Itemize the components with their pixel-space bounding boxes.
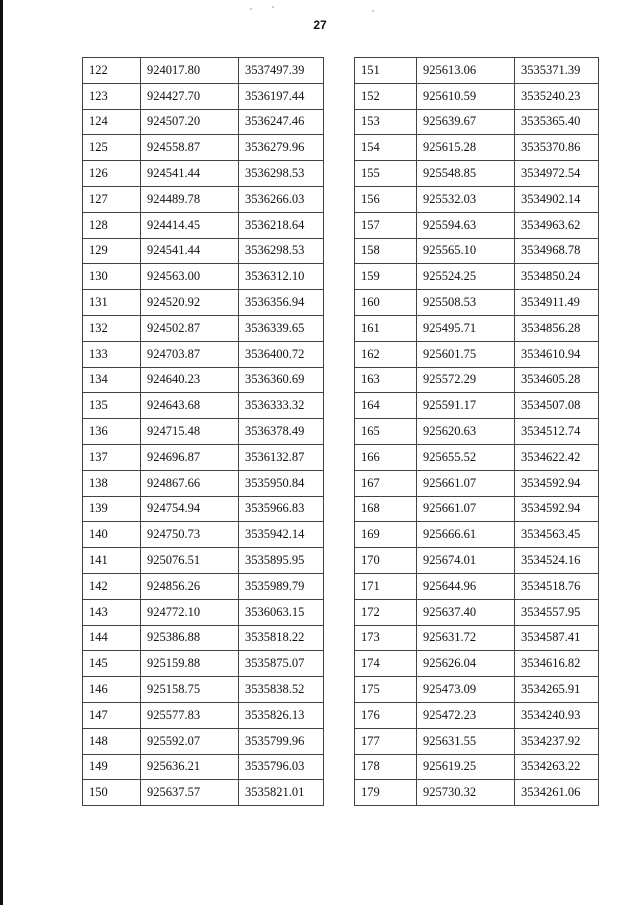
x-coordinate-cell: 924541.44 — [141, 238, 239, 264]
x-coordinate-cell: 925524.25 — [417, 264, 515, 290]
table-row — [83, 83, 324, 109]
x-coordinate-cell: 924643.68 — [141, 393, 239, 419]
table-row — [355, 212, 599, 238]
y-coordinate-cell: 3534587.41 — [515, 625, 599, 651]
point-number-cell: 151 — [355, 58, 417, 84]
x-coordinate-cell: 925661.07 — [417, 470, 515, 496]
y-coordinate-cell: 3537497.39 — [239, 58, 324, 84]
point-number-cell: 168 — [355, 496, 417, 522]
point-number-cell: 149 — [83, 754, 141, 780]
x-coordinate-cell: 925674.01 — [417, 548, 515, 574]
table-row — [355, 548, 599, 574]
x-coordinate-cell: 924703.87 — [141, 341, 239, 367]
y-coordinate-cell: 3535950.84 — [239, 470, 324, 496]
table-row — [83, 264, 324, 290]
y-coordinate-cell: 3534592.94 — [515, 470, 599, 496]
point-number-cell: 135 — [83, 393, 141, 419]
point-number-cell: 140 — [83, 522, 141, 548]
x-coordinate-cell: 924558.87 — [141, 135, 239, 161]
y-coordinate-cell: 3534850.24 — [515, 264, 599, 290]
x-coordinate-cell: 924640.23 — [141, 367, 239, 393]
y-coordinate-cell: 3536360.69 — [239, 367, 324, 393]
page-left-edge-bar — [0, 0, 3, 905]
y-coordinate-cell: 3535821.01 — [239, 780, 324, 806]
point-number-cell: 158 — [355, 238, 417, 264]
x-coordinate-cell: 924489.78 — [141, 186, 239, 212]
y-coordinate-cell: 3534592.94 — [515, 496, 599, 522]
y-coordinate-cell: 3535365.40 — [515, 109, 599, 135]
point-number-cell: 164 — [355, 393, 417, 419]
x-coordinate-cell: 925637.40 — [417, 599, 515, 625]
y-coordinate-cell: 3536378.49 — [239, 419, 324, 445]
table-row — [355, 702, 599, 728]
y-coordinate-cell: 3536400.72 — [239, 341, 324, 367]
table-row — [83, 109, 324, 135]
point-number-cell: 133 — [83, 341, 141, 367]
table-row — [83, 548, 324, 574]
point-number-cell: 166 — [355, 444, 417, 470]
y-coordinate-cell: 3535240.23 — [515, 83, 599, 109]
y-coordinate-cell: 3534518.76 — [515, 573, 599, 599]
table-row — [355, 367, 599, 393]
point-number-cell: 142 — [83, 573, 141, 599]
point-number-cell: 147 — [83, 702, 141, 728]
point-number-cell: 146 — [83, 677, 141, 703]
table-row — [355, 109, 599, 135]
y-coordinate-cell: 3536312.10 — [239, 264, 324, 290]
coordinates-table-right — [354, 57, 599, 806]
x-coordinate-cell: 925730.32 — [417, 780, 515, 806]
table-row — [83, 367, 324, 393]
table-row — [355, 625, 599, 651]
point-number-cell: 175 — [355, 677, 417, 703]
table-row — [355, 444, 599, 470]
x-coordinate-cell: 924754.94 — [141, 496, 239, 522]
table-row — [83, 702, 324, 728]
y-coordinate-cell: 3534240.93 — [515, 702, 599, 728]
table-row — [83, 238, 324, 264]
point-number-cell: 145 — [83, 651, 141, 677]
x-coordinate-cell: 925655.52 — [417, 444, 515, 470]
table-row — [83, 393, 324, 419]
table-row — [355, 496, 599, 522]
x-coordinate-cell: 924750.73 — [141, 522, 239, 548]
x-coordinate-cell: 924696.87 — [141, 444, 239, 470]
y-coordinate-cell: 3534512.74 — [515, 419, 599, 445]
table-row — [83, 161, 324, 187]
x-coordinate-cell: 924414.45 — [141, 212, 239, 238]
point-number-cell: 162 — [355, 341, 417, 367]
y-coordinate-cell: 3535838.52 — [239, 677, 324, 703]
table-row — [83, 496, 324, 522]
y-coordinate-cell: 3534963.62 — [515, 212, 599, 238]
y-coordinate-cell: 3535818.22 — [239, 625, 324, 651]
table-row — [83, 599, 324, 625]
scan-speck — [372, 10, 374, 12]
table-row — [83, 444, 324, 470]
x-coordinate-cell: 925577.83 — [141, 702, 239, 728]
point-number-cell: 131 — [83, 290, 141, 316]
point-number-cell: 167 — [355, 470, 417, 496]
point-number-cell: 159 — [355, 264, 417, 290]
table-row — [355, 186, 599, 212]
x-coordinate-cell: 925594.63 — [417, 212, 515, 238]
x-coordinate-cell: 924715.48 — [141, 419, 239, 445]
y-coordinate-cell: 3534972.54 — [515, 161, 599, 187]
table-row — [355, 161, 599, 187]
y-coordinate-cell: 3535370.86 — [515, 135, 599, 161]
y-coordinate-cell: 3535826.13 — [239, 702, 324, 728]
x-coordinate-cell: 925565.10 — [417, 238, 515, 264]
x-coordinate-cell: 925615.28 — [417, 135, 515, 161]
point-number-cell: 161 — [355, 315, 417, 341]
coordinates-table-left — [82, 57, 324, 806]
point-number-cell: 138 — [83, 470, 141, 496]
x-coordinate-cell: 924507.20 — [141, 109, 239, 135]
point-number-cell: 155 — [355, 161, 417, 187]
point-number-cell: 178 — [355, 754, 417, 780]
y-coordinate-cell: 3534622.42 — [515, 444, 599, 470]
table-row — [355, 264, 599, 290]
point-number-cell: 171 — [355, 573, 417, 599]
table-row — [83, 58, 324, 84]
y-coordinate-cell: 3536266.03 — [239, 186, 324, 212]
point-number-cell: 170 — [355, 548, 417, 574]
y-coordinate-cell: 3534911.49 — [515, 290, 599, 316]
x-coordinate-cell: 924772.10 — [141, 599, 239, 625]
point-number-cell: 129 — [83, 238, 141, 264]
point-number-cell: 127 — [83, 186, 141, 212]
y-coordinate-cell: 3535942.14 — [239, 522, 324, 548]
y-coordinate-cell: 3536247.46 — [239, 109, 324, 135]
y-coordinate-cell: 3534524.16 — [515, 548, 599, 574]
x-coordinate-cell: 924541.44 — [141, 161, 239, 187]
x-coordinate-cell: 924520.92 — [141, 290, 239, 316]
y-coordinate-cell: 3536218.64 — [239, 212, 324, 238]
point-number-cell: 123 — [83, 83, 141, 109]
point-number-cell: 150 — [83, 780, 141, 806]
table-row — [355, 238, 599, 264]
x-coordinate-cell: 925158.75 — [141, 677, 239, 703]
point-number-cell: 165 — [355, 419, 417, 445]
x-coordinate-cell: 925666.61 — [417, 522, 515, 548]
point-number-cell: 148 — [83, 728, 141, 754]
x-coordinate-cell: 925631.72 — [417, 625, 515, 651]
table-row — [355, 522, 599, 548]
point-number-cell: 130 — [83, 264, 141, 290]
point-number-cell: 157 — [355, 212, 417, 238]
table-row — [355, 754, 599, 780]
point-number-cell: 176 — [355, 702, 417, 728]
point-number-cell: 152 — [355, 83, 417, 109]
point-number-cell: 136 — [83, 419, 141, 445]
y-coordinate-cell: 3536333.32 — [239, 393, 324, 419]
table-row — [83, 470, 324, 496]
table-row — [355, 83, 599, 109]
y-coordinate-cell: 3534265.91 — [515, 677, 599, 703]
table-row — [355, 58, 599, 84]
table-row — [355, 315, 599, 341]
point-number-cell: 174 — [355, 651, 417, 677]
x-coordinate-cell: 925631.55 — [417, 728, 515, 754]
x-coordinate-cell: 925508.53 — [417, 290, 515, 316]
point-number-cell: 153 — [355, 109, 417, 135]
y-coordinate-cell: 3534563.45 — [515, 522, 599, 548]
table-row — [355, 780, 599, 806]
y-coordinate-cell: 3534261.06 — [515, 780, 599, 806]
point-number-cell: 163 — [355, 367, 417, 393]
point-number-cell: 144 — [83, 625, 141, 651]
table-row — [355, 290, 599, 316]
x-coordinate-cell: 925637.57 — [141, 780, 239, 806]
table-row — [83, 651, 324, 677]
table-row — [83, 522, 324, 548]
y-coordinate-cell: 3536298.53 — [239, 161, 324, 187]
table-row — [83, 728, 324, 754]
table-row — [83, 419, 324, 445]
point-number-cell: 160 — [355, 290, 417, 316]
point-number-cell: 122 — [83, 58, 141, 84]
point-number-cell: 126 — [83, 161, 141, 187]
point-number-cell: 124 — [83, 109, 141, 135]
x-coordinate-cell: 925626.04 — [417, 651, 515, 677]
y-coordinate-cell: 3534263.22 — [515, 754, 599, 780]
x-coordinate-cell: 924867.66 — [141, 470, 239, 496]
table-row — [83, 573, 324, 599]
table-row — [83, 341, 324, 367]
x-coordinate-cell: 925532.03 — [417, 186, 515, 212]
y-coordinate-cell: 3535966.83 — [239, 496, 324, 522]
page-number: 27 — [313, 18, 327, 32]
point-number-cell: 134 — [83, 367, 141, 393]
x-coordinate-cell: 925495.71 — [417, 315, 515, 341]
table-row — [83, 315, 324, 341]
point-number-cell: 177 — [355, 728, 417, 754]
x-coordinate-cell: 924856.26 — [141, 573, 239, 599]
table-row — [355, 341, 599, 367]
y-coordinate-cell: 3536356.94 — [239, 290, 324, 316]
x-coordinate-cell: 924427.70 — [141, 83, 239, 109]
table-row — [355, 393, 599, 419]
point-number-cell: 154 — [355, 135, 417, 161]
table-row — [355, 135, 599, 161]
x-coordinate-cell: 924502.87 — [141, 315, 239, 341]
y-coordinate-cell: 3536298.53 — [239, 238, 324, 264]
table-row — [83, 625, 324, 651]
table-row — [83, 135, 324, 161]
y-coordinate-cell: 3536132.87 — [239, 444, 324, 470]
y-coordinate-cell: 3534557.95 — [515, 599, 599, 625]
x-coordinate-cell: 925661.07 — [417, 496, 515, 522]
x-coordinate-cell: 925473.09 — [417, 677, 515, 703]
x-coordinate-cell: 925159.88 — [141, 651, 239, 677]
table-row — [355, 470, 599, 496]
point-number-cell: 137 — [83, 444, 141, 470]
y-coordinate-cell: 3534237.92 — [515, 728, 599, 754]
x-coordinate-cell: 925076.51 — [141, 548, 239, 574]
table-row — [83, 290, 324, 316]
table-row — [83, 677, 324, 703]
scan-speck — [272, 6, 274, 8]
y-coordinate-cell: 3534610.94 — [515, 341, 599, 367]
table-row — [355, 677, 599, 703]
y-coordinate-cell: 3535875.07 — [239, 651, 324, 677]
x-coordinate-cell: 925386.88 — [141, 625, 239, 651]
x-coordinate-cell: 925472.23 — [417, 702, 515, 728]
x-coordinate-cell: 925601.75 — [417, 341, 515, 367]
point-number-cell: 143 — [83, 599, 141, 625]
y-coordinate-cell: 3535799.96 — [239, 728, 324, 754]
x-coordinate-cell: 925619.25 — [417, 754, 515, 780]
y-coordinate-cell: 3534856.28 — [515, 315, 599, 341]
x-coordinate-cell: 925620.63 — [417, 419, 515, 445]
point-number-cell: 172 — [355, 599, 417, 625]
point-number-cell: 139 — [83, 496, 141, 522]
x-coordinate-cell: 925572.29 — [417, 367, 515, 393]
x-coordinate-cell: 925592.07 — [141, 728, 239, 754]
point-number-cell: 173 — [355, 625, 417, 651]
x-coordinate-cell: 925548.85 — [417, 161, 515, 187]
y-coordinate-cell: 3536279.96 — [239, 135, 324, 161]
x-coordinate-cell: 925610.59 — [417, 83, 515, 109]
x-coordinate-cell: 925636.21 — [141, 754, 239, 780]
y-coordinate-cell: 3534616.82 — [515, 651, 599, 677]
point-number-cell: 132 — [83, 315, 141, 341]
y-coordinate-cell: 3534902.14 — [515, 186, 599, 212]
point-number-cell: 179 — [355, 780, 417, 806]
table-row — [83, 754, 324, 780]
y-coordinate-cell: 3534605.28 — [515, 367, 599, 393]
x-coordinate-cell: 925613.06 — [417, 58, 515, 84]
point-number-cell: 128 — [83, 212, 141, 238]
table-row — [83, 186, 324, 212]
x-coordinate-cell: 925591.17 — [417, 393, 515, 419]
x-coordinate-cell: 924563.00 — [141, 264, 239, 290]
table-row — [83, 780, 324, 806]
scan-speck — [250, 8, 252, 10]
y-coordinate-cell: 3536339.65 — [239, 315, 324, 341]
x-coordinate-cell: 925639.67 — [417, 109, 515, 135]
x-coordinate-cell: 924017.80 — [141, 58, 239, 84]
y-coordinate-cell: 3534968.78 — [515, 238, 599, 264]
table-row — [355, 599, 599, 625]
x-coordinate-cell: 925644.96 — [417, 573, 515, 599]
point-number-cell: 169 — [355, 522, 417, 548]
point-number-cell: 125 — [83, 135, 141, 161]
table-row — [83, 212, 324, 238]
table-row — [355, 419, 599, 445]
y-coordinate-cell: 3535895.95 — [239, 548, 324, 574]
y-coordinate-cell: 3536197.44 — [239, 83, 324, 109]
table-row — [355, 728, 599, 754]
point-number-cell: 156 — [355, 186, 417, 212]
point-number-cell: 141 — [83, 548, 141, 574]
y-coordinate-cell: 3535796.03 — [239, 754, 324, 780]
y-coordinate-cell: 3535371.39 — [515, 58, 599, 84]
y-coordinate-cell: 3535989.79 — [239, 573, 324, 599]
table-row — [355, 573, 599, 599]
y-coordinate-cell: 3536063.15 — [239, 599, 324, 625]
table-row — [355, 651, 599, 677]
y-coordinate-cell: 3534507.08 — [515, 393, 599, 419]
